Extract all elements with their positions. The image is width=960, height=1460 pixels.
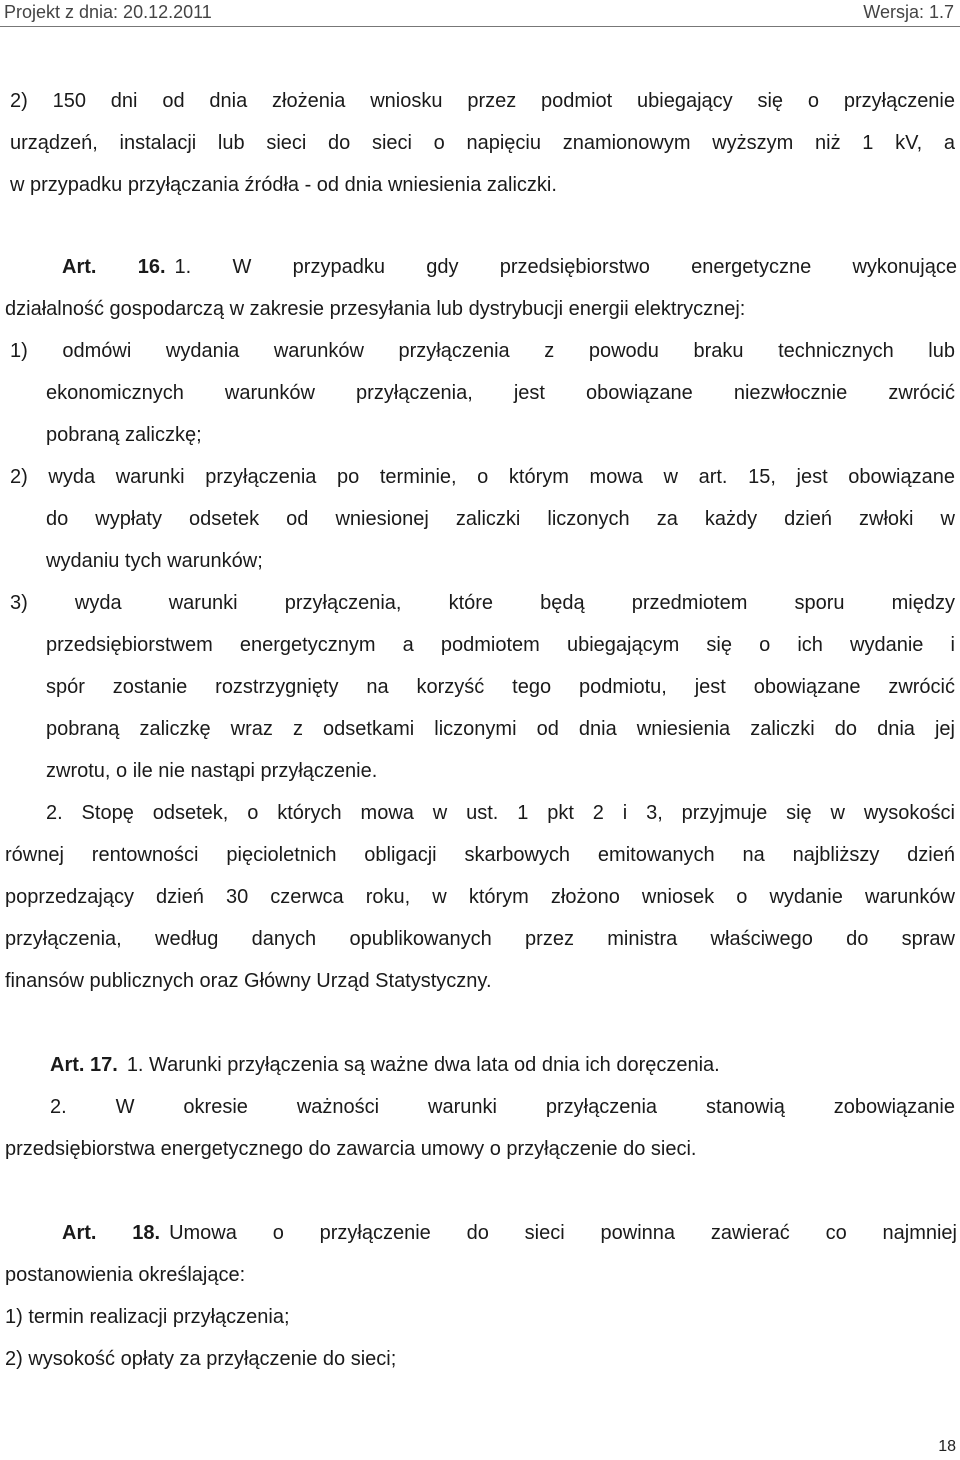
- text-line: ekonomicznych warunków przyłączenia, jest obowiązane niezwłocznie zwrócić: [46, 382, 955, 404]
- text-line: 2) 150 dni od dnia złożenia wniosku przez podmiot ubiegający się o przyłączenie: [10, 90, 955, 112]
- text-line: przedsiębiorstwem energetycznym a podmiotem ubiegającym się o ich wydanie i: [46, 634, 955, 656]
- text-line: pobraną zaliczkę wraz z odsetkami liczonymi od dnia wniesienia zaliczki do dnia jej: [46, 718, 955, 740]
- text-line: spór zostanie rozstrzygnięty na korzyść tego podmiotu, jest obowiązane zwrócić: [46, 676, 955, 698]
- version-label: Wersja: 1.7: [863, 2, 954, 22]
- text-line: postanowienia określające:: [5, 1264, 246, 1286]
- text-line: przedsiębiorstwa energetycznego do zawarcia umowy o przyłączenie do sieci.: [5, 1138, 697, 1160]
- text-line: 2) wysokość opłaty za przyłączenie do sieci;: [5, 1348, 397, 1370]
- text-line: w przypadku przyłączania źródła - od dnia wniesienia zaliczki.: [10, 174, 557, 196]
- article-number: Art. 17.: [50, 1054, 118, 1076]
- page-number: 18: [938, 1438, 956, 1455]
- text-line: 2) wyda warunki przyłączenia po terminie, o którym mowa w art. 15, jest obowiązane: [10, 466, 955, 488]
- project-date: Projekt z dnia: 20.12.2011: [4, 2, 212, 22]
- text-line: 2. Stopę odsetek, o których mowa w ust. 1 pkt 2 i 3, przyjmuje się w wysokości: [46, 802, 955, 824]
- text-line: poprzedzający dzień 30 czerwca roku, w którym złożono wniosek o wydanie warunków: [5, 886, 955, 908]
- text-line: wydaniu tych warunków;: [46, 550, 263, 572]
- text-line: zwrotu, o ile nie nastąpi przyłączenie.: [46, 760, 378, 782]
- text-line: działalność gospodarczą w zakresie przesyłania lub dystrybucji energii elektrycznej:: [5, 298, 746, 320]
- article-heading-line: [62, 1218, 957, 1248]
- text-line: pobraną zaliczkę;: [46, 424, 202, 446]
- text-line: 1) termin realizacji przyłączenia;: [5, 1306, 290, 1328]
- text-line: Umowa o przyłączenie do sieci powinna zawierać co najmniej: [169, 1222, 957, 1244]
- text-line: przyłączenia, według danych opublikowanych przez ministra właściwego do spraw: [5, 928, 955, 950]
- page-header: [0, 0, 960, 28]
- text-line: do wypłaty odsetek od wniesionej zaliczki liczonych za każdy dzień zwłoki w: [46, 508, 955, 530]
- article-heading-line: [62, 252, 957, 282]
- text-line: urządzeń, instalacji lub sieci do sieci o napięciu znamionowym wyższym niż 1 kV, a: [10, 132, 955, 154]
- article-number: Art. 18.: [62, 1222, 161, 1244]
- text-line: 1) odmówi wydania warunków przyłączenia z powodu braku technicznych lub: [10, 340, 955, 362]
- text-line: 1. Warunki przyłączenia są ważne dwa lata od dnia ich doręczenia.: [126, 1054, 720, 1076]
- text-line: równej rentowności pięcioletnich obligacji skarbowych emitowanych na najbliższy dzień: [5, 844, 955, 866]
- article-heading-line: [50, 1050, 955, 1080]
- article-number: Art. 16.: [62, 256, 166, 278]
- text-line: 1. W przypadku gdy przedsiębiorstwo energetyczne wykonujące: [174, 256, 957, 278]
- text-line: 3) wyda warunki przyłączenia, które będą przedmiotem sporu między: [10, 592, 955, 614]
- text-line: 2. W okresie ważności warunki przyłączenia stanowią zobowiązanie: [50, 1096, 955, 1118]
- text-line: finansów publicznych oraz Główny Urząd Statystyczny.: [5, 970, 492, 992]
- header-divider: [0, 26, 960, 27]
